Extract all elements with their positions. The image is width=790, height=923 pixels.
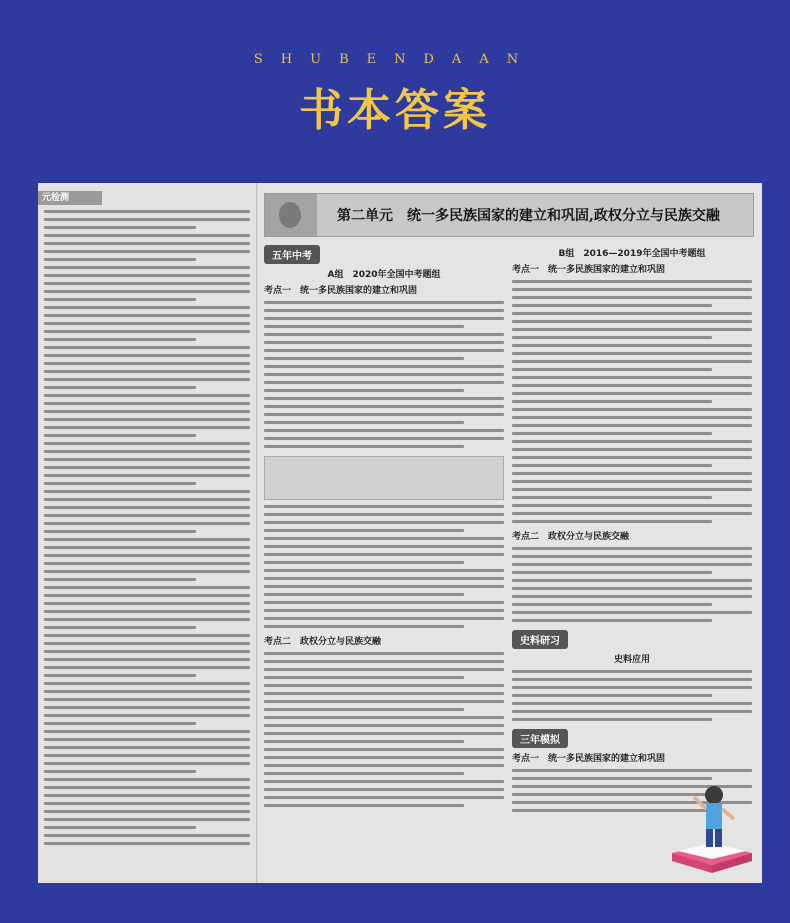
group-a-heading: A组 2020年全国中考题组 <box>327 270 441 280</box>
topic-1-heading: 考点一 统一多民族国家的建立和巩固 <box>264 286 418 296</box>
column-a <box>264 243 504 873</box>
source-application-heading: 史料应用 <box>613 655 650 665</box>
col-a-text-3 <box>264 652 504 807</box>
unit-banner <box>264 193 754 237</box>
person-icon <box>694 786 734 847</box>
left-page-text <box>38 210 256 845</box>
col-b-text-2 <box>512 547 752 622</box>
col-b-text-1 <box>512 280 752 523</box>
col-b-text-3 <box>512 670 752 721</box>
topic-2-heading: 考点二 政权分立与民族交融 <box>264 637 382 647</box>
mascot-icon <box>265 194 317 236</box>
textbook-photo <box>38 183 762 883</box>
col-a-text-1 <box>264 301 504 448</box>
section-tag-source-study: 史料研习 <box>512 630 568 649</box>
left-page <box>38 183 257 883</box>
left-page-header: 元检测 <box>38 191 102 205</box>
col-a-text-2 <box>264 505 504 628</box>
section-tag-three-year: 三年模拟 <box>512 729 568 748</box>
book-icon <box>672 843 752 873</box>
reading-figure-illustration <box>642 733 762 883</box>
brand-title: 书本答案 <box>299 85 491 136</box>
topic-b3-heading: 考点一 统一多民族国家的建立和巩固 <box>512 754 666 764</box>
topic-b1-heading: 考点一 统一多民族国家的建立和巩固 <box>512 265 666 275</box>
topic-b2-heading: 考点二 政权分立与民族交融 <box>512 532 630 542</box>
group-b-heading: B组 2016—2019年全国中考题组 <box>558 249 706 259</box>
unit-title: 第二单元 统一多民族国家的建立和巩固,政权分立与民族交融 <box>337 208 720 224</box>
brand-pinyin: SHUBENDAAN <box>253 52 537 67</box>
note-box <box>264 456 504 500</box>
section-tag-five-year: 五年中考 <box>264 245 320 264</box>
